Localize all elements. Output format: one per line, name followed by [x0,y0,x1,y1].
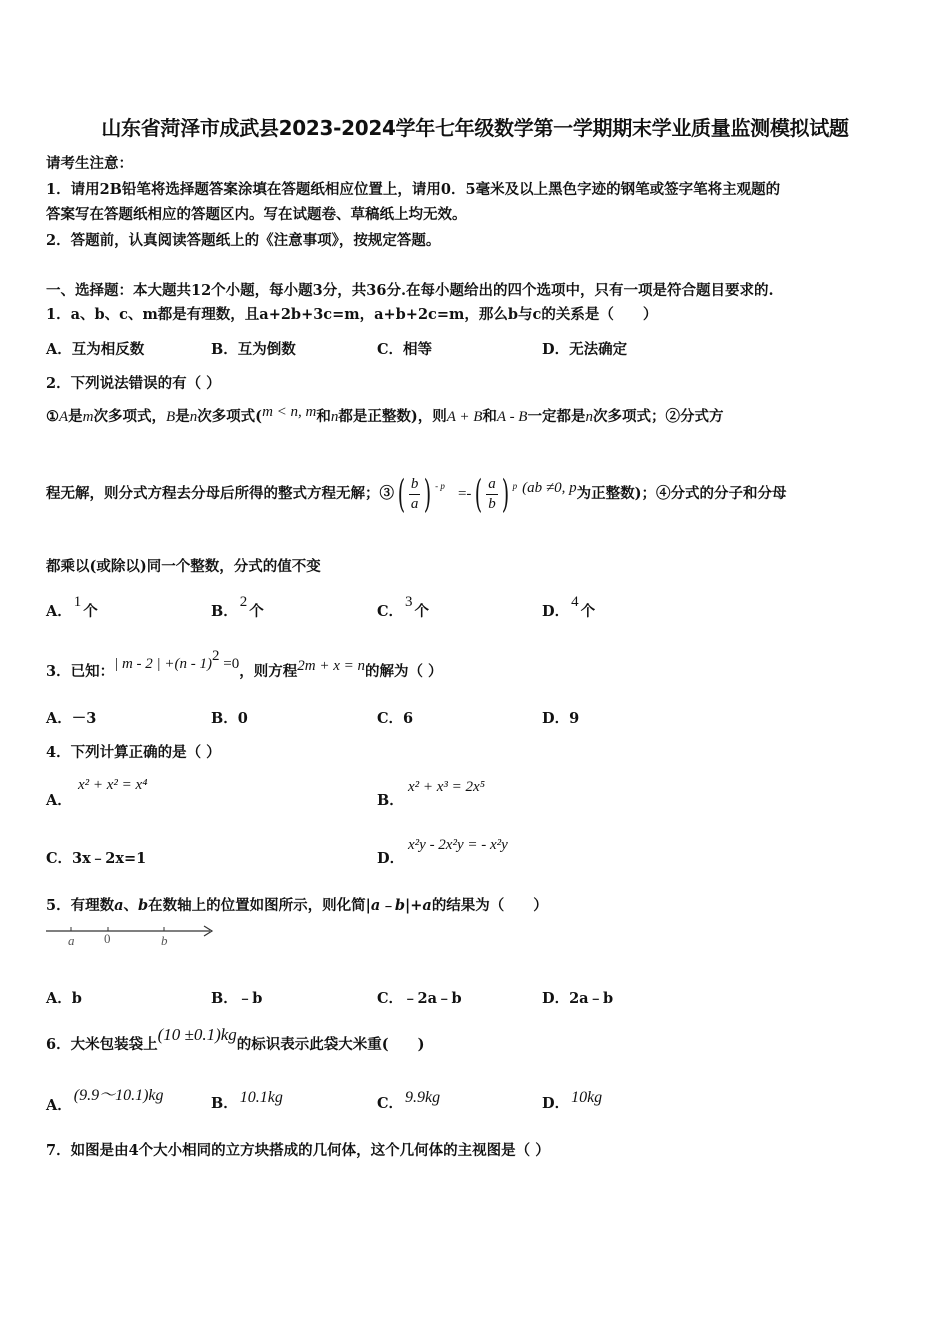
option-d: D． 10kg [542,1089,603,1112]
notice-heading: 请考生注意： [46,155,133,172]
question-stem: 6．大米包装袋上(10 ±0.1)kg的标识表示此袋大米重( ) [46,1025,425,1053]
notice-line: 1．请用2B铅笔将选择题答案涂填在答题纸相应位置上，请用0．5毫米及以上黑色字迹的钢笔或签字笔将主观题的 [46,181,781,198]
fraction: $\frac{a}{b}$ [488,475,496,512]
option-c: C．3个 [377,594,430,620]
axis-label-a: a [68,933,75,948]
notice-line: 2．答题前，认真阅读答题纸上的《注意事项》，按规定答题。 [46,232,441,249]
option-c: C．6 [377,710,414,727]
question-text-line: 程无解，则分式方程去分母后所得的整式方程无解；③( $\frac{b}{a}$ ) $^{- p}$ =-( $\frac{a}{b}$ ) $^p$ (ab ≠0, p为正整数)；④分式的分子和分母 [46,472,787,516]
notice-line: 答案写在答题纸相应的答题区内。写在试题卷、草稿纸上均无效。 [46,206,467,223]
page-title: 山东省菏泽市成武县2023-2024学年七年级数学第一学期期末学业质量监测模拟试题 [101,116,849,140]
question-stem: 4．下列计算正确的是（ ） [46,744,221,761]
option-a: A．b [46,990,82,1007]
question-stem: 2．下列说法错误的有（ ） [46,375,221,392]
option-c: C．﹣2a﹣b [377,990,462,1007]
option-a: A． [46,792,72,809]
question-stem: 7．如图是由4个大小相同的立方块搭成的几何体，这个几何体的主视图是（ ） [46,1142,550,1159]
question-stem: 5．有理数a、b在数轴上的位置如图所示，则化简|a﹣b|+a的结果为（ ） [46,897,548,914]
axis-label-b: b [161,933,168,948]
option-d: D．无法确定 [542,341,628,358]
option-a: A．互为相反数 [46,341,145,358]
option-d-expression: x²y - 2x²y = - x²y [408,837,508,853]
option-b: B． 10.1kg [211,1089,283,1112]
option-b: B．互为倒数 [211,341,296,358]
option-a-expression: x² + x² = x⁴ [78,777,148,793]
option-a: A．1个 [46,594,98,620]
option-b-expression: x² + x³ = 2x⁵ [408,779,485,795]
option-b: B．﹣b [211,990,263,1007]
option-d: D．4个 [542,594,596,620]
number-line-figure [44,921,216,949]
option-b: B．0 [211,710,248,727]
option-b: B． [377,792,404,809]
option-d: D．9 [542,710,580,727]
section-heading: 一、选择题：本大题共12个小题，每小题3分，共36分.在每小题给出的四个选项中，只有一项是符合题目要求的. [46,282,774,299]
option-c: C． 9.9kg [377,1089,441,1112]
option-c: C．相等 [377,341,433,358]
axis-label-zero: 0 [104,931,111,946]
option-a: A．－3 [46,710,97,727]
option-a: A．(9.9～10.1)kg [46,1087,164,1114]
option-c: C．3x﹣2x=1 [46,850,147,867]
question-text-line: ①A是m次多项式，B是n次多项式(m < n, m和n都是正整数)，则A + B和A - B一定都是n次多项式；②分式方 [46,404,724,425]
option-b: B．2个 [211,594,264,620]
question-stem: 1．a、b、c、m都是有理数，且a+2b+3c=m，a+b+2c=m，那么b与c的关系是（ ） [46,306,658,323]
option-d: D． [377,850,405,867]
option-d: D．2a﹣b [542,990,614,1007]
question-stem: 3．已知：| m - 2 | +(n - 1)$^2$ =0，则方程2m + x = n的解为（ ） [46,648,443,680]
question-text-line: 都乘以(或除以)同一个整数，分式的值不变 [46,558,321,575]
fraction: $\frac{b}{a}$ [410,475,419,512]
